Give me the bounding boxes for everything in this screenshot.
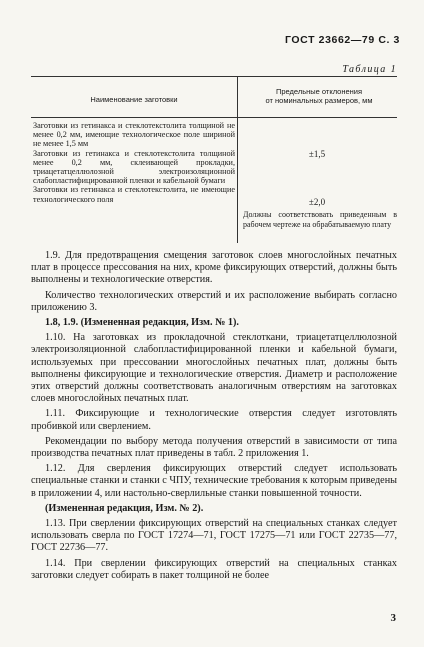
paragraph-revision: (Измененная редакция, Изм. № 2). bbox=[45, 502, 204, 514]
table-header-tolerance bbox=[241, 87, 397, 105]
paragraph: 1.11. Фиксирующие и технологические отверстия следует изготовлять пробивкой или сверлением. bbox=[31, 408, 397, 432]
table-tolerance-3: Должны соответствовать приведенным в рабочем чертеже на обрабатываемую плату bbox=[243, 210, 397, 229]
table-header-tolerance-line2: от номинальных размеров, мм bbox=[265, 96, 373, 105]
table-row: Заготовки из гетинакса и стеклотекстолита, не имеющие технологического поля bbox=[33, 185, 235, 204]
paragraph: 1.10. На заготовках из прокладочной стеклоткани, триацетатцеллюлозной электроизоляционной слабопластифицированной пленки и кабельной бумаги, используемых при прессовании многослойных печатных плат, должны быть выполнены фиксирующие и технологические отверстия. Диаметр и расположение этих отверстий должны соответствовать аналогичным отверстиям на заготовках слоев многослойных печатных плат. bbox=[31, 332, 397, 405]
table-header-tolerance-line1: Предельные отклонения bbox=[275, 87, 363, 96]
document-header: ГОСТ 23662—79 С. 3 bbox=[285, 34, 400, 46]
table-tolerance-2: ±2,0 bbox=[308, 197, 326, 207]
table-tolerance-1: ±1,5 bbox=[308, 149, 326, 159]
paragraph-revision: 1.8, 1.9. (Измененная редакция, Изм. № 1). bbox=[45, 317, 239, 329]
paragraph: 1.14. При сверлении фиксирующих отверстий на специальных станках заготовки следует собирать в пакет толщиной не более bbox=[31, 557, 397, 581]
document-body bbox=[31, 250, 397, 585]
table-row: Заготовки из гетинакса и стеклотекстолита толщиной менее 0,2 мм, склеивающей прокладки, триацетатцеллюлозной электроизоляционной слабопластифицированной пленки и кабельной бумаги bbox=[33, 148, 235, 186]
table-header-name: Наименование заготовки bbox=[90, 95, 178, 104]
paragraph: 1.9. Для предотвращения смещения заготовок слоев многослойных печатных плат в процессе прессования на них, кроме фиксирующих отверстий, должны быть выполнены и технологические отверстия. bbox=[31, 250, 397, 286]
table-row: Заготовки из гетинакса и стеклотекстолита толщиной не менее 0,2 мм, имеющие технологическое поле шириной не менее 1,5 мм bbox=[33, 121, 235, 149]
paragraph: 1.13. При сверлении фиксирующих отверстий на специальных станках следует использовать сверла по ГОСТ 17274—71, ГОСТ 17275—71 или ГОСТ 22735—77, ГОСТ 22736—77. bbox=[31, 518, 397, 554]
tolerance-table bbox=[31, 76, 397, 243]
paragraph: 1.12. Для сверления фиксирующих отверстий следует использовать специальные станки и станки с ЧПУ, технические требования к которым приведены в приложении 4, или настольно-сверлильные станки повышенной точности. bbox=[31, 463, 397, 499]
table-caption: Таблица 1 bbox=[342, 64, 397, 75]
table-column-divider bbox=[237, 77, 238, 243]
page-number: 3 bbox=[390, 612, 396, 624]
paragraph: Количество технологических отверстий и их расположение выбирать согласно приложению 3. bbox=[31, 289, 397, 313]
paragraph: Рекомендации по выбору метода получения отверстий в зависимости от типа производства печатных плат приведены в табл. 2 приложения 1. bbox=[31, 435, 397, 460]
table-names-cell bbox=[33, 121, 235, 204]
table-header-divider bbox=[31, 117, 397, 118]
